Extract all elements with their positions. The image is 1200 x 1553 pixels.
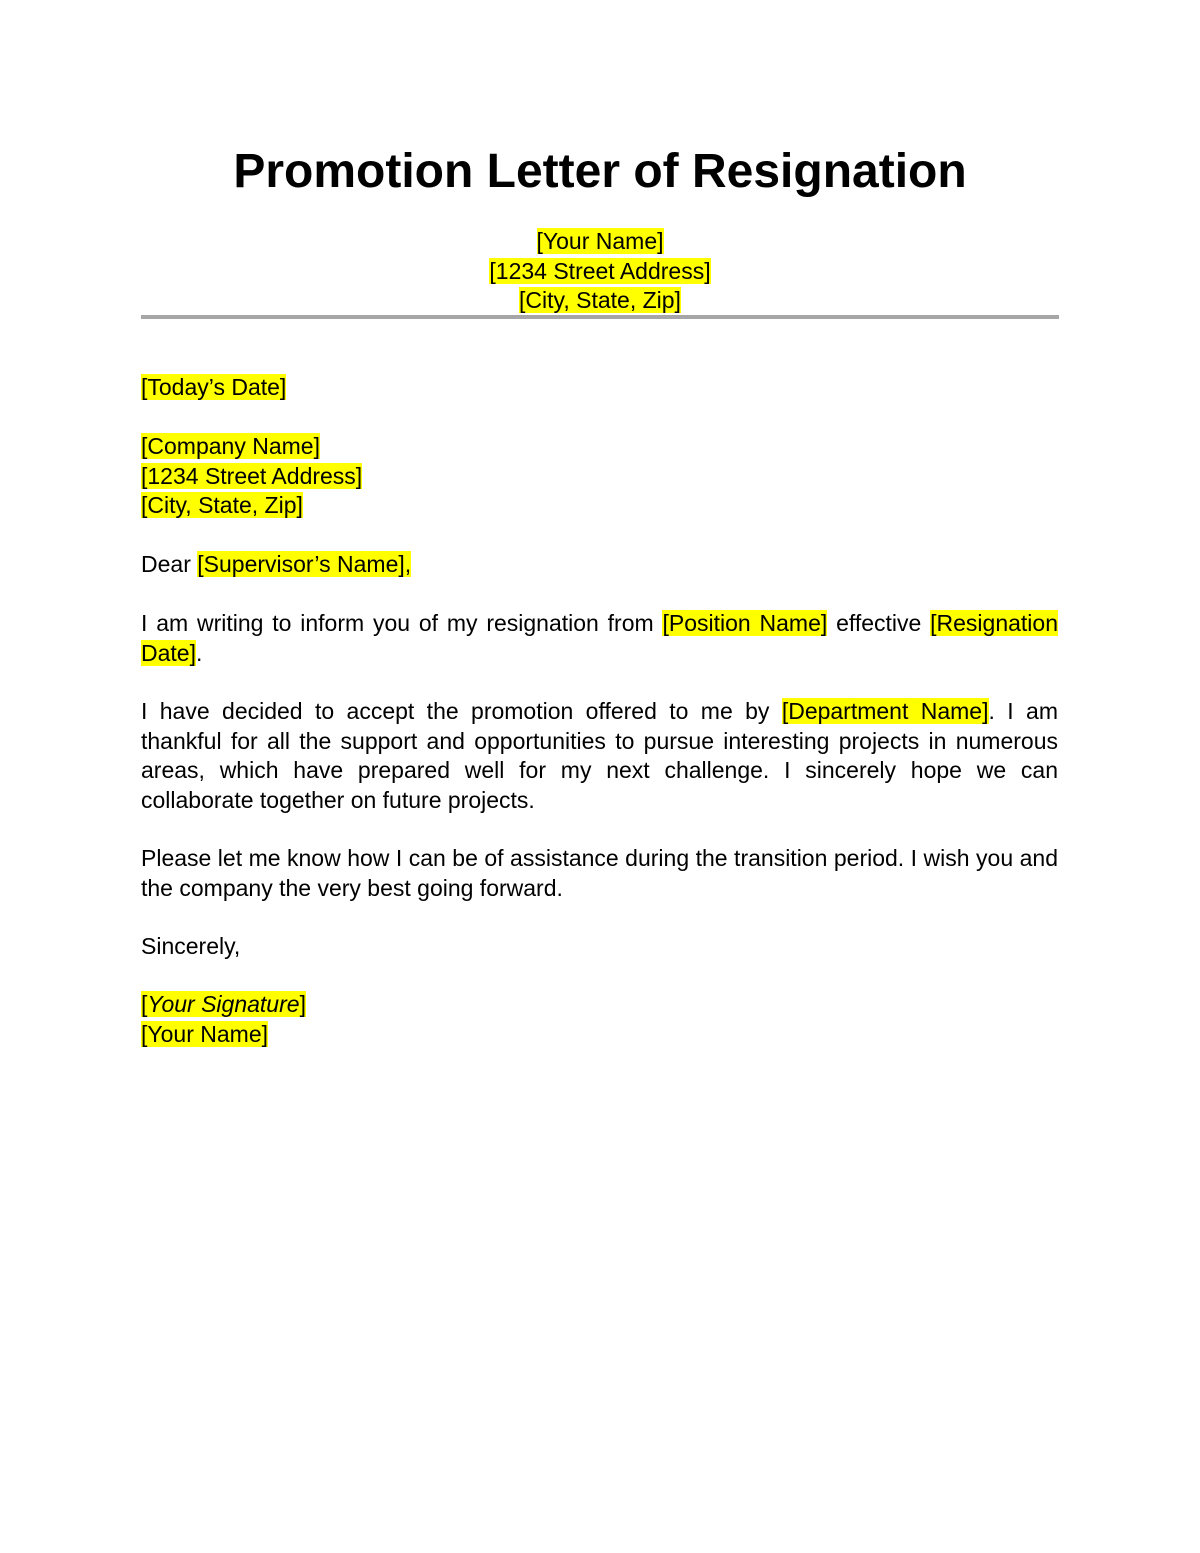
resignation-date: [Resignation Date] (141, 610, 1058, 666)
date-line (141, 373, 1058, 403)
salutation (141, 550, 1058, 580)
letter-date: [Today’s Date] (141, 374, 287, 400)
paragraph2-text-b: . I am thankful for all the support and opportunities to pursue interesting projects in numerous areas, which have prepared well for my next challenge. I sincerely hope we can collaborate together on future projects. (141, 698, 1058, 813)
department-name: [Department Name] (781, 698, 989, 724)
recipient-city: [City, State, Zip] (141, 492, 303, 518)
supervisor-name: [Supervisor’s Name], (197, 551, 412, 577)
sender-name: [Your Name] (536, 228, 664, 254)
paragraph-resignation (141, 609, 1058, 668)
header-divider (141, 315, 1059, 319)
recipient-address-block (141, 432, 1058, 521)
document-title: Promotion Letter of Resignation (233, 145, 967, 198)
recipient-company: [Company Name] (141, 433, 320, 459)
signature-open-bracket: [ (141, 991, 148, 1017)
sender-street: [1234 Street Address] (489, 257, 711, 284)
paragraph1-text-a: I am writing to inform you of my resignation from (141, 610, 663, 636)
paragraph2-text-a: I have decided to accept the promotion offered to me by (141, 698, 782, 724)
recipient-street: [1234 Street Address] (141, 462, 363, 489)
closing: Sincerely, (141, 933, 241, 959)
signature-block (141, 990, 1058, 1049)
position-name: [Position Name] (662, 610, 828, 636)
signature-placeholder (141, 991, 306, 1017)
paragraph-promotion (141, 697, 1058, 815)
paragraph1-text-b: effective (827, 610, 931, 636)
paragraph-transition: Please let me know how I can be of assistance during the transition period. I wish you and the company the very best going forward. (141, 845, 1058, 901)
signature-name: [Your Name] (141, 1020, 268, 1047)
sender-address-block (0, 227, 1200, 316)
salutation-prefix: Dear (141, 551, 198, 577)
signature-close-bracket: ] (299, 991, 306, 1017)
paragraph1-text-c: . (195, 639, 203, 666)
sender-city: [City, State, Zip] (519, 287, 681, 313)
signature-text: Your Signature (147, 991, 300, 1017)
